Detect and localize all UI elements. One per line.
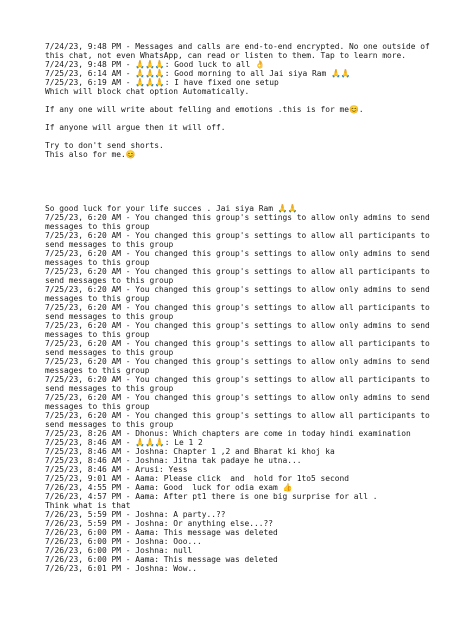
chat-line: messages to this group	[45, 222, 150, 231]
chat-line: This also for me.😊	[45, 150, 136, 159]
chat-line: 7/25/23, 8:46 AM - 🙏🙏🙏: Le 1 2	[45, 438, 203, 447]
chat-line: 7/26/23, 6:00 PM - Joshna: Ooo...	[45, 537, 202, 546]
chat-line: 7/25/23, 6:20 AM - You changed this group's settings to allow all participants to	[45, 411, 430, 420]
chat-block-1	[45, 42, 465, 96]
chat-export-document	[45, 42, 465, 573]
chat-line: 7/25/23, 6:20 AM - You changed this group's settings to allow only admins to send	[45, 393, 430, 402]
blank-line	[45, 114, 465, 123]
blank-gap	[45, 159, 465, 204]
chat-block-3	[45, 123, 465, 132]
chat-line: send messages to this group	[45, 276, 174, 285]
chat-line: 7/25/23, 6:20 AM - You changed this group's settings to allow only admins to send	[45, 249, 430, 258]
chat-line: 7/25/23, 8:46 AM - Joshna: Chapter 1 ,2 and Bharat ki khoj ka	[45, 447, 335, 456]
chat-line: 7/25/23, 6:14 AM - 🙏🙏🙏: Good morning to all Jai siya Ram 🙏🙏	[45, 69, 351, 78]
chat-line: 7/25/23, 6:20 AM - You changed this group's settings to allow all participants to	[45, 303, 430, 312]
chat-line: 7/25/23, 6:20 AM - You changed this group's settings to allow all participants to	[45, 267, 430, 276]
chat-line: 7/26/23, 5:59 PM - Joshna: Or anything else...??	[45, 519, 274, 528]
chat-line: messages to this group	[45, 258, 150, 267]
chat-line: 7/24/23, 9:48 PM - 🙏🙏🙏: Good luck to all 👌	[45, 60, 265, 69]
chat-line: 7/25/23, 8:46 AM - Joshna: Jitna tak padaye he utna...	[45, 456, 302, 465]
chat-line: 7/25/23, 9:01 AM - Aama: Please click and hold for 1to5 second	[45, 474, 350, 483]
chat-block-5	[45, 204, 465, 573]
chat-line: So good luck for your life succes . Jai siya Ram 🙏🙏	[45, 204, 298, 213]
chat-line: Try to don't send shorts.	[45, 141, 164, 150]
chat-line: 7/26/23, 6:00 PM - Aama: This message was deleted	[45, 555, 278, 564]
chat-line: Think what is that	[45, 501, 131, 510]
chat-line: 7/25/23, 8:46 AM - Arusi: Yess	[45, 465, 188, 474]
chat-line: send messages to this group	[45, 384, 174, 393]
chat-line: 7/25/23, 6:20 AM - You changed this group's settings to allow all participants to	[45, 231, 430, 240]
chat-block-4	[45, 141, 465, 159]
chat-line: 7/25/23, 6:20 AM - You changed this group's settings to allow all participants to	[45, 339, 430, 348]
chat-line: messages to this group	[45, 294, 150, 303]
chat-line: 7/26/23, 6:01 PM - Joshna: Wow..	[45, 564, 198, 573]
chat-line: 7/25/23, 8:26 AM - Dhonus: Which chapters are come in today hindi examination	[45, 429, 411, 438]
chat-line: If any one will write about felling and emotions .this is for me😊.	[45, 105, 364, 114]
chat-line: If anyone will argue then it will off.	[45, 123, 226, 132]
chat-line: 7/26/23, 4:55 PM - Aama: Good luck for odia exam 👍	[45, 483, 293, 492]
chat-line: 7/25/23, 6:20 AM - You changed this group's settings to allow only admins to send	[45, 285, 430, 294]
chat-line: 7/26/23, 6:00 PM - Aama: This message was deleted	[45, 528, 278, 537]
chat-line: 7/24/23, 9:48 PM - Messages and calls are end-to-end encrypted. No one outside of	[45, 42, 430, 51]
chat-line: send messages to this group	[45, 420, 174, 429]
chat-line: messages to this group	[45, 366, 150, 375]
chat-line: 7/25/23, 6:20 AM - You changed this group's settings to allow only admins to send	[45, 321, 430, 330]
chat-line: 7/25/23, 6:20 AM - You changed this group's settings to allow all participants to	[45, 375, 430, 384]
chat-line: this chat, not even WhatsApp, can read or listen to them. Tap to learn more.	[45, 51, 407, 60]
chat-line: send messages to this group	[45, 348, 174, 357]
chat-line: messages to this group	[45, 402, 150, 411]
chat-line: send messages to this group	[45, 240, 174, 249]
chat-line: 7/26/23, 5:59 PM - Joshna: A party..??	[45, 510, 226, 519]
chat-block-2	[45, 105, 465, 114]
blank-line	[45, 132, 465, 141]
chat-line: 7/26/23, 6:00 PM - Joshna: null	[45, 546, 193, 555]
chat-line: messages to this group	[45, 330, 150, 339]
chat-line: send messages to this group	[45, 312, 174, 321]
chat-line: 7/25/23, 6:19 AM - 🙏🙏🙏: I have fixed one setup	[45, 78, 279, 87]
chat-line: Which will block chat option Automatically.	[45, 87, 250, 96]
blank-line	[45, 96, 465, 105]
chat-line: 7/25/23, 6:20 AM - You changed this group's settings to allow only admins to send	[45, 357, 430, 366]
chat-line: 7/25/23, 6:20 AM - You changed this group's settings to allow only admins to send	[45, 213, 430, 222]
chat-line: 7/26/23, 4:57 PM - Aama: After pt1 there is one big surprise for all .	[45, 492, 378, 501]
